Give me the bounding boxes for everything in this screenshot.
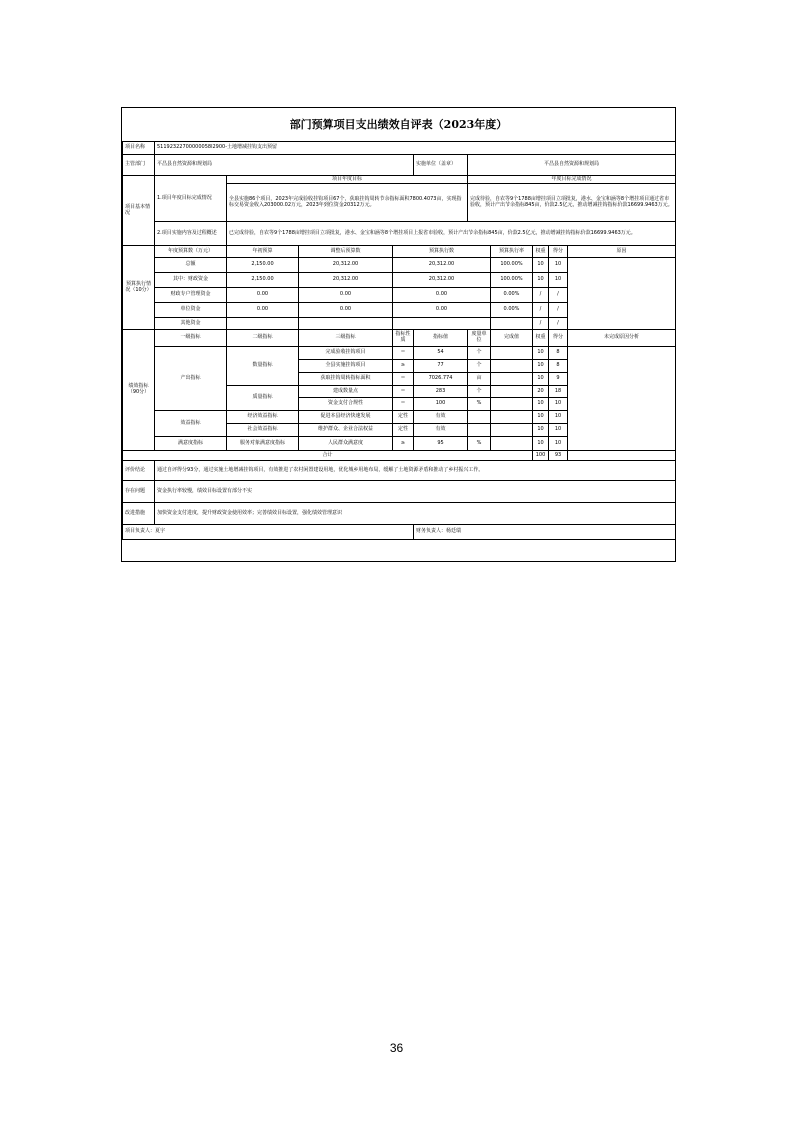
budget-rate: 100.00% [491, 258, 533, 273]
budget-label: 其中：财政资金 [155, 273, 227, 288]
budget-section-label: 预算执行情况（10分） [123, 246, 155, 330]
budget-weight: / [533, 318, 549, 330]
budget-label: 单位资金 [155, 303, 227, 318]
perf-unit [468, 411, 491, 424]
perf-unit [468, 424, 491, 437]
budget-label: 总额 [155, 258, 227, 273]
perf-done [491, 386, 533, 398]
project-lead [123, 525, 414, 540]
budget-header: 年度预算数（万元） [155, 246, 227, 258]
signature-row [123, 525, 676, 540]
project-name-row [123, 142, 676, 155]
measure-row [123, 503, 676, 525]
department-row [123, 155, 676, 176]
budget-executed: 0.00 [393, 303, 491, 318]
dept-value: 平昌县自然资源和规划局 [155, 155, 414, 176]
budget-rate: 0.00% [491, 303, 533, 318]
perf-score: 8 [549, 360, 568, 373]
perf-l3: 资金支付合规性 [299, 398, 393, 411]
perf-l1: 满意度指标 [155, 437, 227, 451]
perf-done [491, 424, 533, 437]
measure-text: 加快资金支付进度，提升财政资金使用效率；完善绩效目标设置，强化绩效管理意识 [155, 503, 676, 525]
budget-header-row [123, 246, 676, 258]
perf-weight: 10 [533, 398, 549, 411]
budget-reason [568, 258, 676, 330]
project-name-value: 51192322700000058l2900-土地增减挂钩支出预留 [155, 142, 676, 155]
budget-adjusted: 0.00 [299, 303, 393, 318]
perf-score: 10 [549, 411, 568, 424]
perf-nature: 定性 [393, 411, 414, 424]
perf-l3: 维护群众、企业合法权益 [299, 424, 393, 437]
issue-text: 资金执行率较慢，绩效目标设置有部分不实 [155, 481, 676, 503]
budget-score: 10 [549, 258, 568, 273]
annual-completion-header: 年度目标完成情况 [468, 176, 676, 184]
basic-label: 项目基本情况 [123, 176, 155, 246]
perf-done [491, 437, 533, 451]
perf-unit: % [468, 437, 491, 451]
perf-l2: 质量指标 [227, 386, 299, 411]
perf-header-row [123, 330, 676, 347]
finance-lead [414, 525, 676, 540]
perf-weight: 10 [533, 424, 549, 437]
budget-header: 得分 [549, 246, 568, 258]
perf-l3: 获取挂钩周转指标面积 [299, 373, 393, 386]
perf-nature: ＝ [393, 373, 414, 386]
perf-done [491, 373, 533, 386]
perf-weight: 10 [533, 411, 549, 424]
perf-header: 指标值 [414, 330, 468, 347]
perf-l3: 人民群众满意度 [299, 437, 393, 451]
total-row [123, 451, 676, 461]
perf-weight: 10 [533, 373, 549, 386]
perf-l3: 建成数量点 [299, 386, 393, 398]
perf-done [491, 398, 533, 411]
perf-value: 95 [414, 437, 468, 451]
eval-text: 通过自评得分93分，通过实施土地增减挂钩项目，有效推进了农村闲置建设用地，优化城乡用地布局，缓解了土地资源矛盾和推动了乡村振兴工作。 [155, 461, 676, 481]
perf-done [491, 347, 533, 360]
issue-label: 存在问题 [123, 481, 155, 503]
perf-header: 一级指标 [155, 330, 227, 347]
finance-name: 杨廷瑞 [446, 528, 462, 535]
perf-value: 77 [414, 360, 468, 373]
basic-header-row [123, 176, 676, 184]
perf-score: 8 [549, 347, 568, 360]
budget-adjusted [299, 318, 393, 330]
perf-section-label: 绩效指标（90分） [123, 330, 155, 451]
item2-text: 已完成待验，自农等9个1788亩增挂项目立项批复，港水、金宝和涵等8个增挂项目上报省市验收，预计产出节余指标845亩，价款2.5亿元，推动增减挂钩指标价款16699.9463万元。 [227, 222, 676, 246]
evaluation-table [122, 141, 676, 540]
impl-unit-value: 平昌县自然资源和规划局 [468, 155, 676, 176]
perf-nature: ＝ [393, 347, 414, 360]
perf-value: 100 [414, 398, 468, 411]
budget-weight: 10 [533, 273, 549, 288]
perf-weight: 20 [533, 386, 549, 398]
perf-weight: 10 [533, 360, 549, 373]
budget-rate: 100.00% [491, 273, 533, 288]
perf-weight: 10 [533, 347, 549, 360]
item1-target: 全县实施86个项目，2023年完成验收挂钩项目67个，获取挂钩周转节余指标面积7800.4073亩，实现指标交易资金收入203000.02万元，2023年到位资金20312万元。 [227, 184, 468, 222]
perf-value: 有效 [414, 411, 468, 424]
perf-unit: 个 [468, 347, 491, 360]
budget-executed: 0.00 [393, 288, 491, 303]
perf-reason [568, 347, 676, 451]
perf-done [491, 411, 533, 424]
perf-unit: 个 [468, 360, 491, 373]
perf-value: 54 [414, 347, 468, 360]
perf-l2: 经济效益指标 [227, 411, 299, 424]
budget-adjusted: 20,312.00 [299, 258, 393, 273]
perf-header: 三级指标 [299, 330, 393, 347]
budget-score: / [549, 318, 568, 330]
perf-l3: 全县实施挂钩项目 [299, 360, 393, 373]
perf-unit: 亩 [468, 373, 491, 386]
impl-unit-label: 实施单位（盖章） [414, 155, 468, 176]
perf-header: 权重 [533, 330, 549, 347]
eval-label: 评价结论 [123, 461, 155, 481]
perf-value: 有效 [414, 424, 468, 437]
perf-unit: 个 [468, 386, 491, 398]
perf-l1: 产出指标 [155, 347, 227, 411]
budget-score: 10 [549, 273, 568, 288]
budget-executed: 20,312.00 [393, 273, 491, 288]
perf-row [123, 347, 676, 360]
perf-header: 未完成原因分析 [568, 330, 676, 347]
budget-adjusted: 0.00 [299, 288, 393, 303]
perf-nature: ＝ [393, 398, 414, 411]
perf-l3: 完成验收挂钩项目 [299, 347, 393, 360]
budget-initial: 2,150.00 [227, 273, 299, 288]
budget-header: 权重 [533, 246, 549, 258]
dept-label: 主管部门 [123, 155, 155, 176]
budget-executed: 20,312.00 [393, 258, 491, 273]
project-name-label: 项目名称 [123, 142, 155, 155]
perf-l3: 促进本县经济快速发展 [299, 411, 393, 424]
budget-weight: / [533, 303, 549, 318]
perf-header: 得分 [549, 330, 568, 347]
item2-label: 2.项目实施内容及过程概述 [155, 222, 227, 246]
evaluation-form [121, 107, 676, 562]
budget-initial: 0.00 [227, 288, 299, 303]
total-weight: 100 [533, 451, 549, 461]
perf-l1: 效益指标 [155, 411, 227, 437]
issue-row [123, 481, 676, 503]
perf-value: 283 [414, 386, 468, 398]
perf-nature: 定性 [393, 424, 414, 437]
total-label: 合计 [123, 451, 533, 461]
perf-unit: % [468, 398, 491, 411]
annual-target-header: 项目年度目标 [227, 176, 468, 184]
perf-l2: 社会效益指标 [227, 424, 299, 437]
budget-header: 原因 [568, 246, 676, 258]
item1-completion: 完成待验，自农等9个1788亩增挂项目立项批复，港水、金宝和涵等8个增挂项目通过省市验收，预计产出节余指标845亩，价款2.5亿元，推动增减挂钩指标价款16699.9463万元。 [468, 184, 676, 222]
budget-score: / [549, 288, 568, 303]
budget-initial: 2,150.00 [227, 258, 299, 273]
lead-name: 夏宇 [155, 528, 166, 535]
budget-executed [393, 318, 491, 330]
perf-score: 9 [549, 373, 568, 386]
page-number: 36 [389, 1041, 404, 1055]
budget-header: 年初预算 [227, 246, 299, 258]
form-title: 部门预算项目支出绩效自评表（2023年度） [289, 118, 508, 131]
budget-rate [491, 318, 533, 330]
budget-adjusted: 20,312.00 [299, 273, 393, 288]
budget-row [123, 258, 676, 273]
measure-label: 改进措施 [123, 503, 155, 525]
basic-item2-row [123, 222, 676, 246]
budget-header: 调整后预算数 [299, 246, 393, 258]
budget-weight: / [533, 288, 549, 303]
total-empty [568, 451, 676, 461]
perf-l2: 数量指标 [227, 347, 299, 386]
budget-label: 其他资金 [155, 318, 227, 330]
total-score: 93 [549, 451, 568, 461]
item1-label: 1.项目年度目标完成情况 [155, 176, 227, 222]
budget-header: 预算执行率 [491, 246, 533, 258]
budget-label: 财政专户管理资金 [155, 288, 227, 303]
evaluation-row [123, 461, 676, 481]
budget-rate: 0.00% [491, 288, 533, 303]
perf-score: 10 [549, 424, 568, 437]
budget-weight: 10 [533, 258, 549, 273]
budget-score: / [549, 303, 568, 318]
perf-nature: ≥ [393, 437, 414, 451]
finance-label: 财务负责人： [416, 528, 447, 535]
perf-header: 指标性质 [393, 330, 414, 347]
budget-header: 预算执行数 [393, 246, 491, 258]
perf-header: 二级指标 [227, 330, 299, 347]
lead-label: 项目负责人： [125, 528, 156, 535]
perf-header: 度量单位 [468, 330, 491, 347]
perf-nature: ＝ [393, 386, 414, 398]
perf-score: 10 [549, 437, 568, 451]
budget-initial: 0.00 [227, 303, 299, 318]
perf-nature: ≥ [393, 360, 414, 373]
perf-score: 18 [549, 386, 568, 398]
perf-done [491, 360, 533, 373]
perf-l2: 服务对象满意度指标 [227, 437, 299, 451]
budget-initial [227, 318, 299, 330]
perf-score: 10 [549, 398, 568, 411]
perf-value: 7026.774 [414, 373, 468, 386]
perf-weight: 10 [533, 437, 549, 451]
perf-header: 完成值 [491, 330, 533, 347]
